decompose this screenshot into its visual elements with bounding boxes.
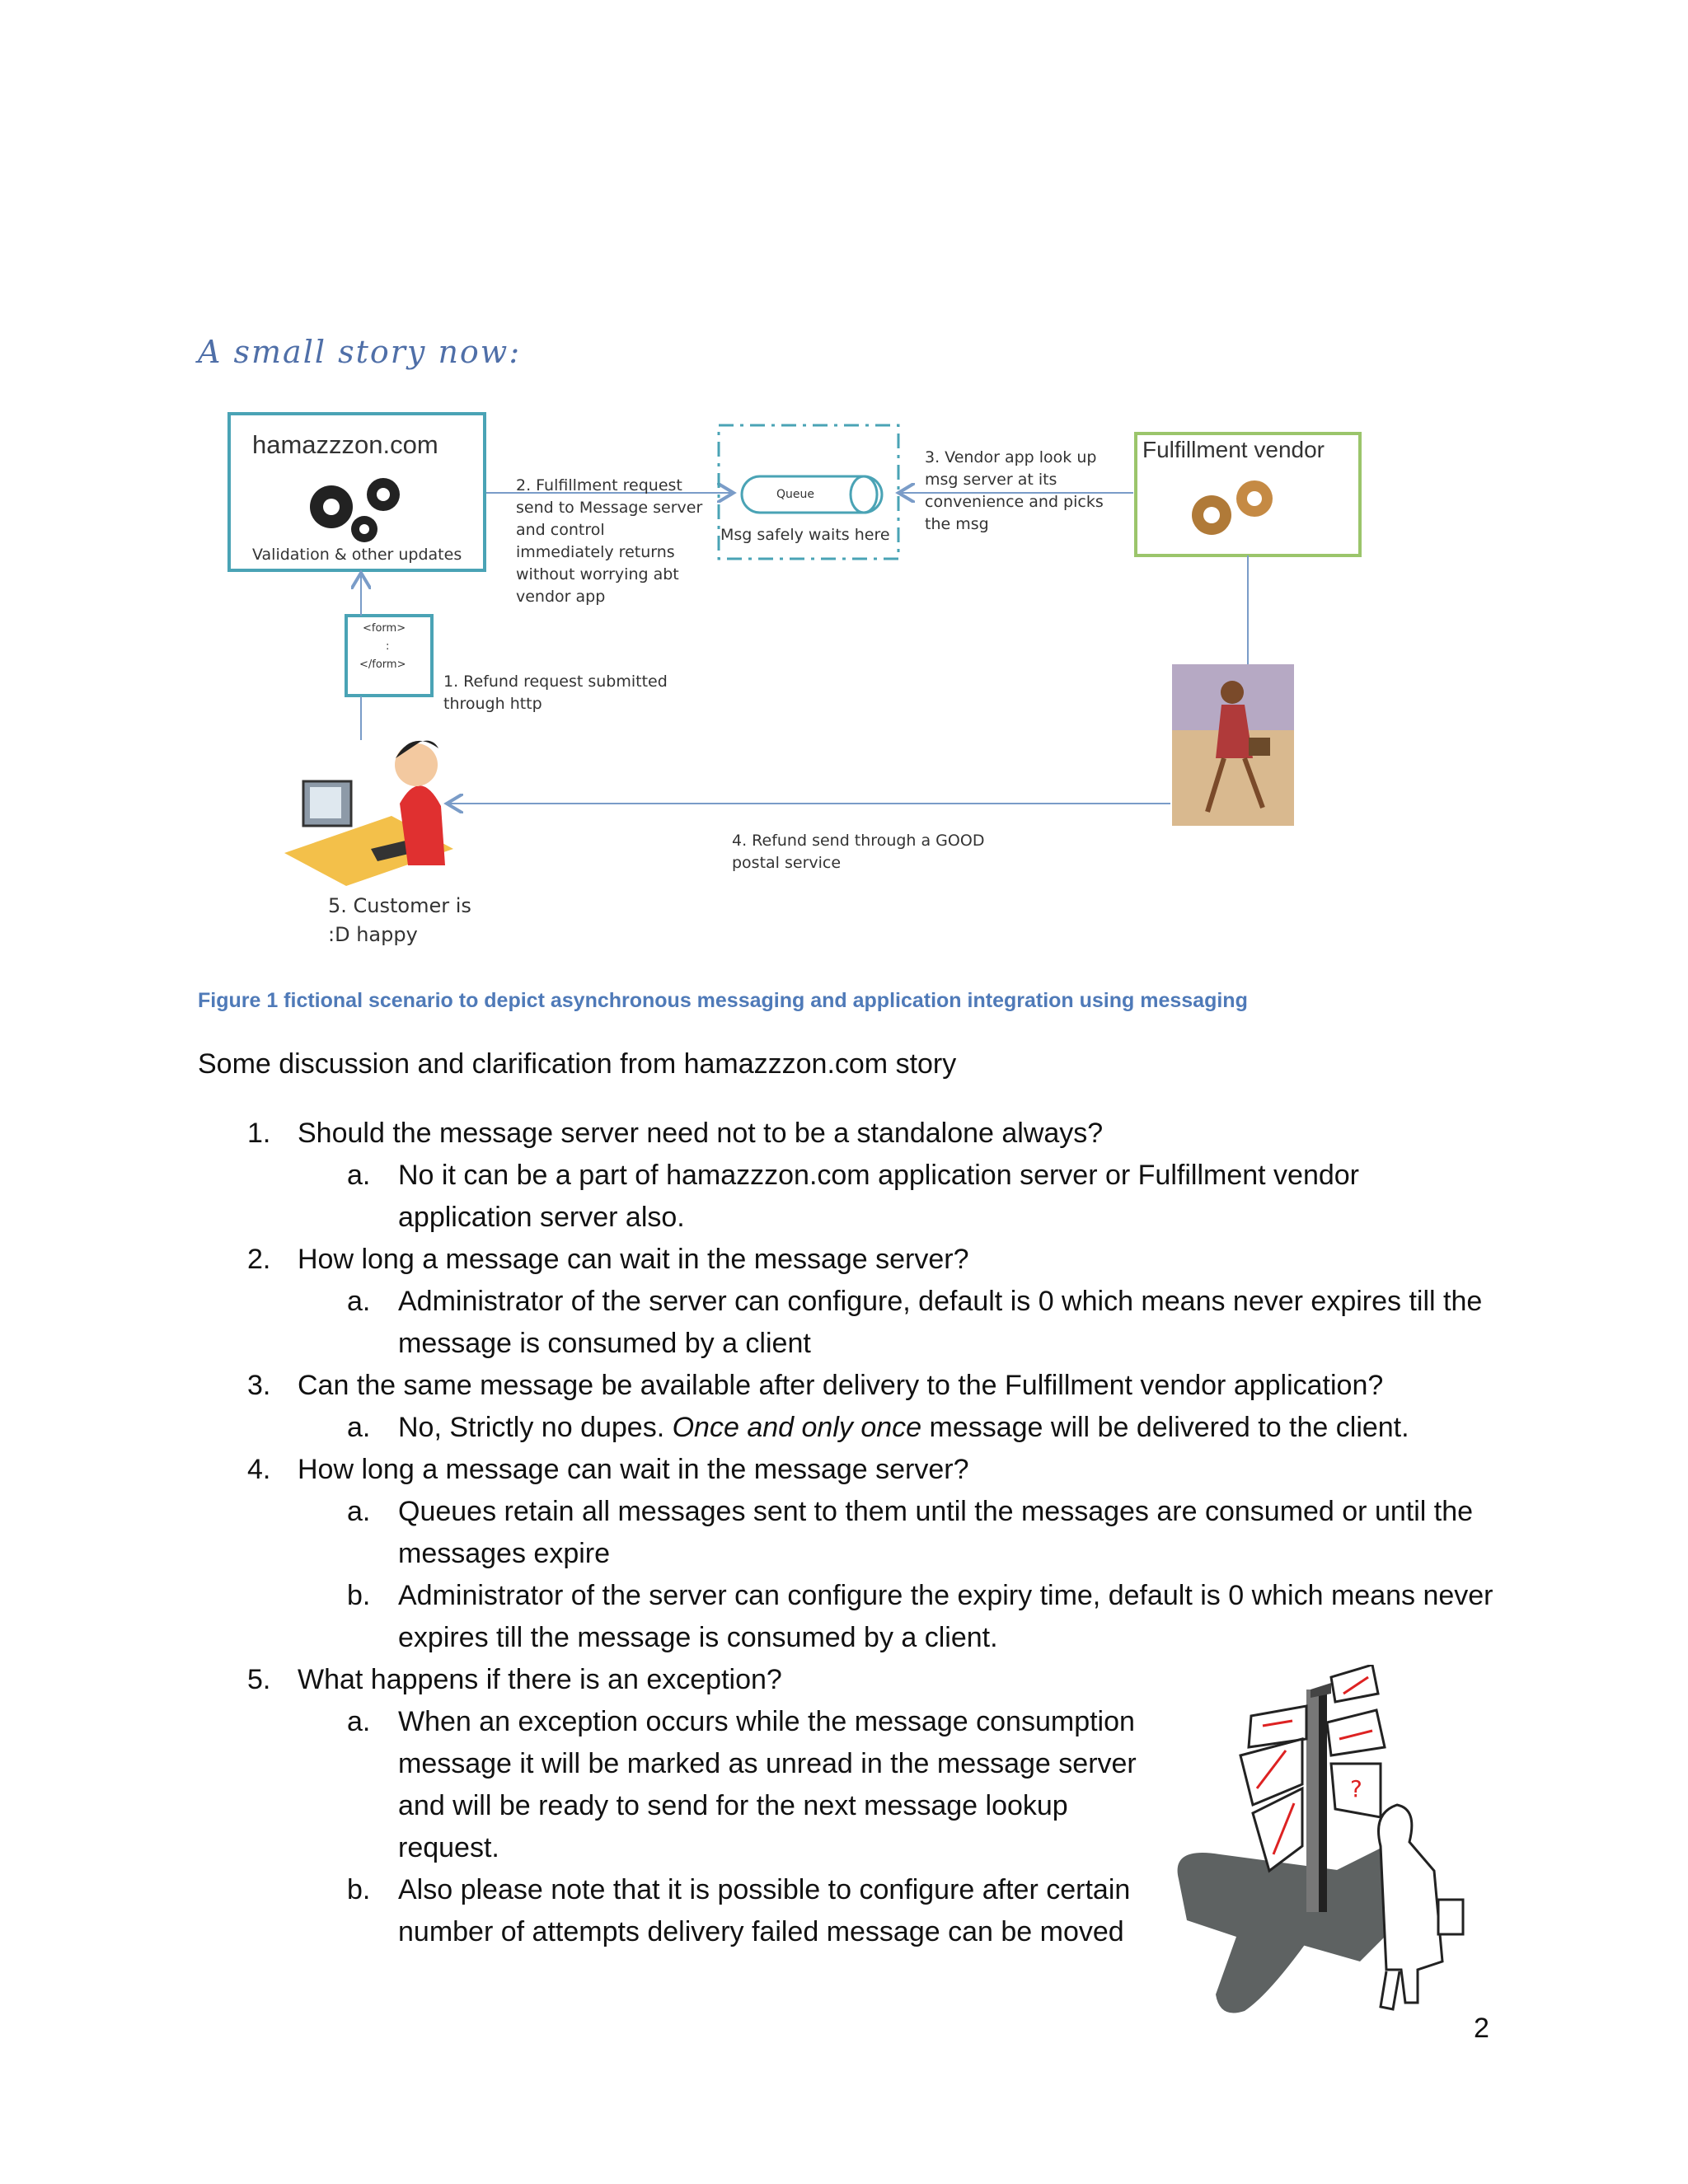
step5-label: 5. Customer is :D happy [328, 894, 471, 946]
answer-text-before: No, Strictly no dupes. [398, 1412, 673, 1443]
question-text: Can the same message be available after delivery to the Fulfillment vendor application? [298, 1370, 1384, 1401]
list-number: 5. [247, 1664, 271, 1695]
hamazzzon-subtitle: Validation & other updates [252, 546, 462, 564]
answer-marker: b. [347, 1580, 371, 1611]
question-text: What happens if there is an exception? [298, 1664, 782, 1695]
answer-text [398, 1407, 1494, 1449]
answer-item [0, 1155, 1688, 1239]
list-item [0, 1239, 1688, 1281]
answer-text: Also please note that it is possible to configure after certain number of attempts delivery failed message can be moved [398, 1874, 1131, 1947]
messaging-diagram [223, 404, 1376, 964]
answer-text-italic: Once and only once [672, 1412, 922, 1443]
queue-wait-label: Msg safely waits here [720, 526, 890, 544]
answer-text-after: message will be delivered to the client. [921, 1412, 1409, 1443]
form-dots-label: : [386, 640, 390, 653]
svg-text:?: ? [1350, 1775, 1362, 1802]
list-item [0, 1449, 1688, 1491]
section-heading: A small story now: [198, 334, 522, 370]
step4-label: 4. Refund send through a GOOD postal service [732, 832, 985, 872]
question-text: How long a message can wait in the message server? [298, 1244, 969, 1275]
step2-label: 2. Fulfillment request send to Message server and control immediately returns without worrying abt vendor app [516, 476, 703, 606]
list-number: 2. [247, 1244, 271, 1275]
list-number: 4. [247, 1454, 271, 1485]
list-number: 1. [247, 1118, 271, 1149]
customer-picture [284, 741, 453, 886]
page-number: 2 [1474, 2013, 1489, 2044]
step1-label: 1. Refund request submitted through http [443, 673, 668, 713]
vendor-title: Fulfillment vendor [1142, 437, 1325, 462]
answer-item [0, 1407, 1688, 1449]
list-item [0, 1365, 1688, 1407]
question-text: Should the message server need not to be a standalone always? [298, 1118, 1104, 1149]
hamazzzon-title: hamazzzon.com [252, 430, 438, 459]
answer-item [0, 1575, 1688, 1659]
answer-item [0, 1491, 1688, 1575]
answer-text: No it can be a part of hamazzzon.com application server or Fulfillment vendor application server also. [398, 1160, 1359, 1233]
answer-marker: a. [347, 1496, 371, 1527]
answer-text: When an exception occurs while the message consumption message it will be marked as unread in the message server and will be ready to send for the next message lookup request. [398, 1706, 1137, 1863]
queue-label: Queue [776, 488, 814, 501]
answer-marker: a. [347, 1706, 371, 1737]
answer-item [0, 1281, 1688, 1365]
question-text: How long a message can wait in the message server? [298, 1454, 969, 1485]
form-close-label: </form> [359, 658, 406, 671]
answer-marker: a. [347, 1160, 371, 1191]
list-item [0, 1113, 1688, 1155]
answer-text: Administrator of the server can configure, default is 0 which means never expires till the message is consumed by a client [398, 1286, 1483, 1359]
answer-text: Administrator of the server can configure the expiry time, default is 0 which means never expires till the message is consumed by a client. [398, 1580, 1493, 1653]
answer-marker: a. [347, 1286, 371, 1317]
signpost-confused-man-picture [1170, 1665, 1492, 2019]
intro-paragraph: Some discussion and clarification from hamazzzon.com story [198, 1048, 957, 1080]
answer-marker: a. [347, 1412, 371, 1443]
step3-label: 3. Vendor app look up msg server at its convenience and picks the msg [925, 448, 1104, 533]
form-open-label: <form> [363, 622, 406, 635]
figure-caption: Figure 1 fictional scenario to depict asynchronous messaging and application integration using messaging [198, 989, 1248, 1012]
answer-marker: b. [347, 1874, 371, 1905]
courier-picture [1172, 664, 1294, 826]
list-number: 3. [247, 1370, 271, 1401]
answer-text: Queues retain all messages sent to them until the messages are consumed or until the messages expire [398, 1496, 1474, 1569]
